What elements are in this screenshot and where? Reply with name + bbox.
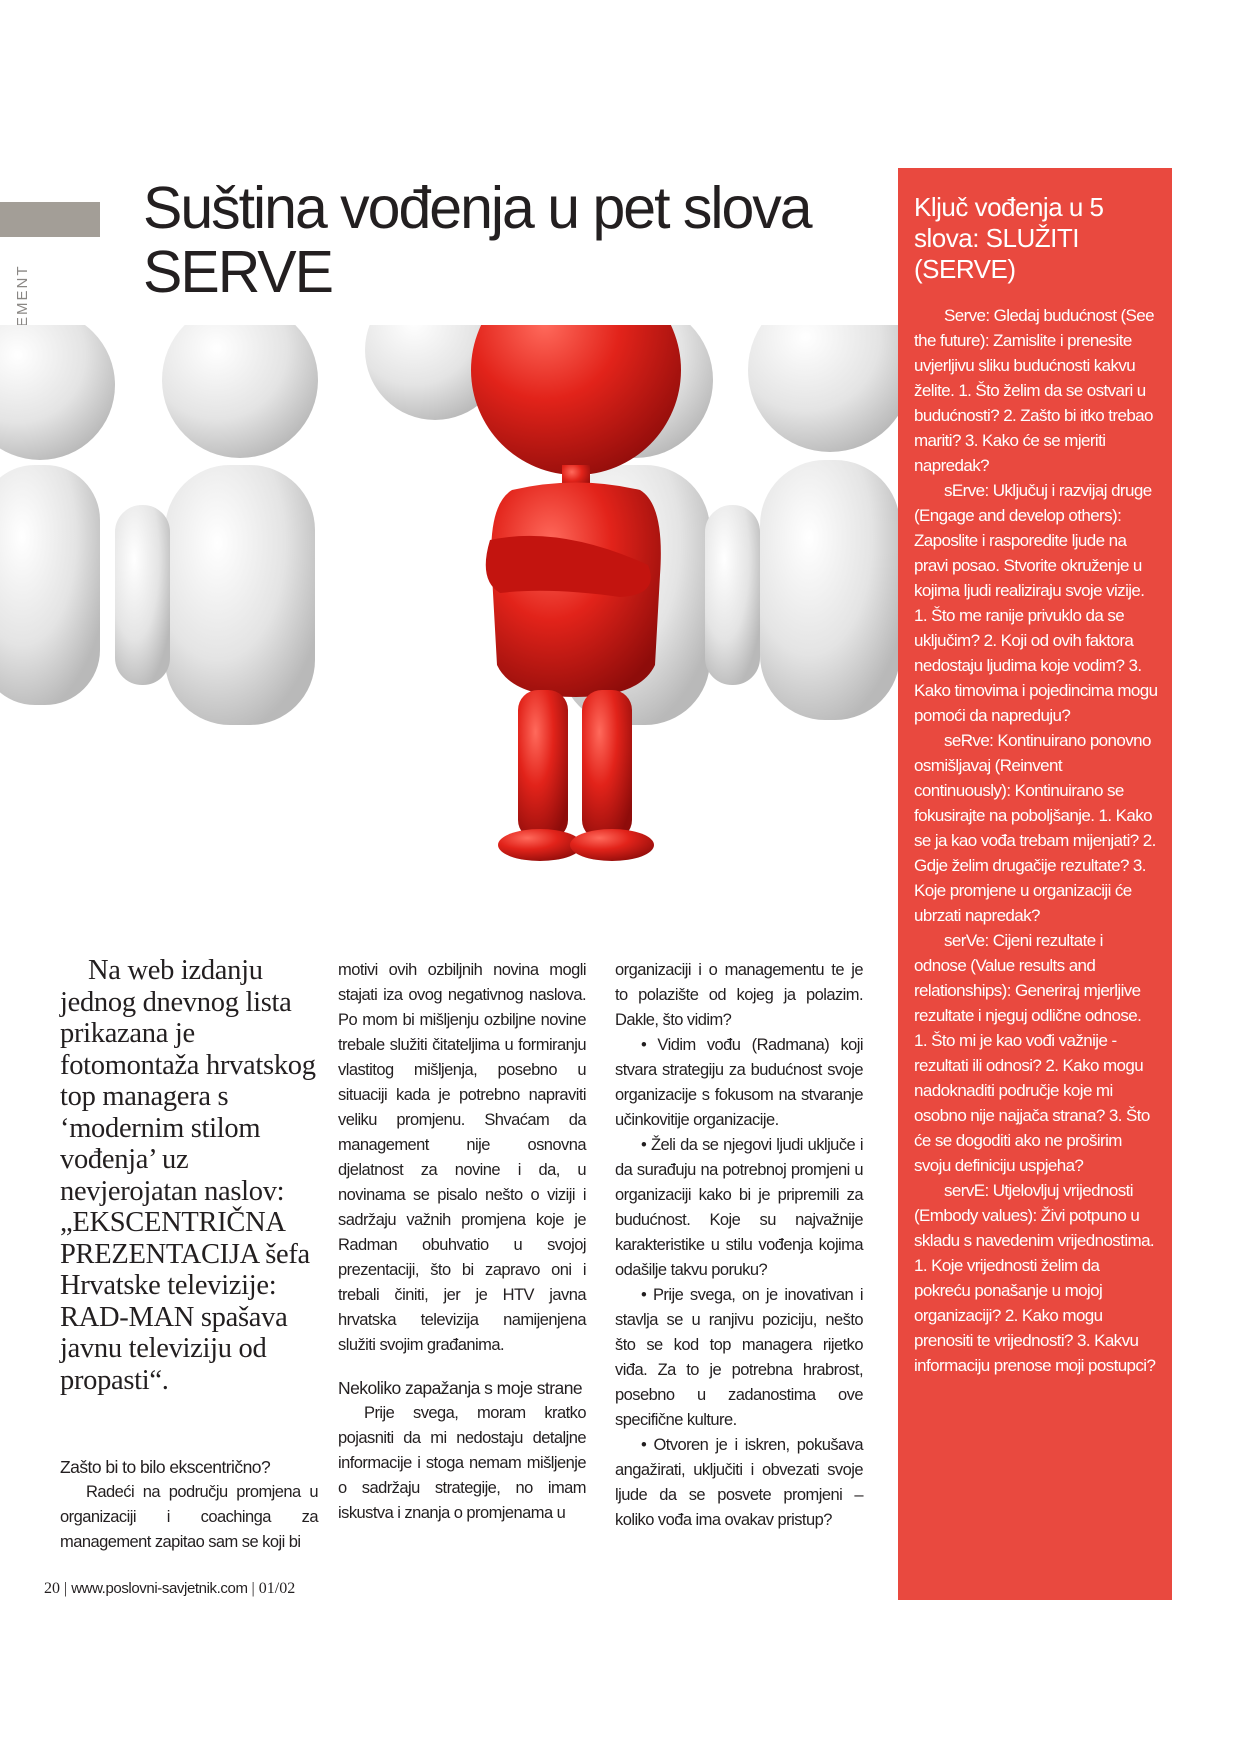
bullet-paragraph: • Otvoren je i iskren, pokušava angažirati, uključiti i obvezati svoje ljude da se posvete promjeni – koliko vođa ima ovakav pristup? (615, 1436, 863, 1529)
white-figure (115, 325, 318, 725)
body-paragraph: motivi ovih ozbiljnih novina mogli stajati iza ovog negativnog naslova. Po mom bi mišljenju ozbiljne novine trebale služiti čitateljima u formiranju vlastitog mišljenja, posebno u situaciji kada je potrebno napraviti veliku promjenu. Shvaćam da management nije osnovna djelatnost za novine i da, u novinama se pisalo nešto o viziji i sadržaju važnih promjena koje je Radman obuhvatio u svojoj prezentaciji, što bi zapravo oni i trebali činiti, jer je HTV javna hrvatska televizija namijenjena služiti svojim građanima. (338, 961, 586, 1354)
section-tab (0, 202, 100, 237)
column-3 (615, 958, 863, 1533)
bullet-paragraph: • Želi da se njegovi ljudi uključe i da surađuju na potrebnoj promjeni u organizaciji kako bi je pripremili za budućnost. Koje su najvažnije karakteristike u stilu vođenja kojima odašilje takvu poruku? (615, 1136, 863, 1279)
footer-url: www.poslovni-savjetnik.com (71, 1580, 248, 1597)
bullet-paragraph: • Vidim vođu (Radmana) koji stvara strategiju za budućnost svoje organizacije s fokusom na stvaranje učinkovitije organizacije. (615, 1036, 863, 1129)
sidebar-paragraph: serVe: Cijeni rezultate i odnose (Value results and relationships): Generiraj mjerljive rezultate i njeguj odlične odnose. 1. Što mi je kao vođi važnije - rezultati ili odnosi? 2. Kako mogu nadoknaditi područje koje mi osobno nije najjača strana? 3. Što će se dogoditi ako ne proširim svoju definiciju uspjeha? (914, 931, 1150, 1175)
sidebar-box (898, 168, 1172, 1600)
sidebar-paragraph: Serve: Gledaj budućnost (See the future): Zamislite i prenesite uvjerljivu sliku budućnosti kakvu želite. 1. Što želim da se ostvari u budućnosti? 2. Zašto bi itko trebao mariti? 3. Kako će se mjeriti napredak? (914, 306, 1155, 475)
white-figure (0, 325, 115, 705)
white-figure (748, 325, 900, 720)
sidebar-body (898, 285, 1172, 1378)
sidebar-paragraph: seRve: Kontinuirano ponovno osmišljavaj (Reinvent continuously): Kontinuirano se fokusirajte na poboljšanje. 1. Kako se ja kao vođa trebam mijenjati? 2. Gdje želim drugačije rezultate? 3. Koje promjene u organizaciji će ubrzati napredak? (914, 731, 1156, 925)
article-title: Suština vođenja u pet slova SERVE (143, 175, 811, 305)
sidebar-heading: Ključ vođenja u 5 slova: SLUŽITI (SERVE) (914, 192, 1104, 284)
column-1 (60, 1455, 318, 1555)
body-paragraph: Radeći na području promjena u organizaciji i coachinga za management zapitao sam se koji bi (60, 1483, 318, 1551)
body-paragraph: Prije svega, moram kratko pojasniti da mi nedostaju detaljne informacije i stoga nemam mišljenje o sadržaju strategije, no imam iskustva i znanja o promjenama u (338, 1404, 586, 1522)
page-footer: 20 | www.poslovni-savjetnik.com | 01/02 (44, 1580, 296, 1597)
body-paragraph: organizaciji i o managementu te je to polazište od kojeg ja polazim. Dakle, što vidim? (615, 961, 863, 1029)
sidebar-paragraph: sErve: Uključuj i razvijaj druge (Engage and develop others): Zaposlite i rasporedite ljude na pravi posao. Stvorite okruženje u kojima ljudi realiziraju svoje vizije. 1. Što me ranije privuklo da se uključim? 2. Koji od ovih faktora nedostaju ljudima koje vodim? 3. Kako timovima i pojedincima mogu pomoći da napreduju? (914, 481, 1158, 725)
subheading: Nekoliko zapažanja s moje strane (338, 1378, 583, 1398)
bullet-paragraph: • Prije svega, on je inovativan i stavlja se u ranjivu poziciju, nešto što se kod top managera rijetko viđa. Za to je potrebna hrabrost, posebno u zadanostima ove specifične kulture. (615, 1286, 863, 1429)
page-number: 20 (44, 1580, 60, 1597)
column-2 (338, 958, 586, 1526)
sidebar-paragraph: servE: Utjelovljuj vrijednosti (Embody values): Živi potpuno u skladu s navedenim vrijednostima. 1. Koje vrijednosti želim da pokreću ponašanje u mojoj organizaciji? 2. Kako mogu prenositi te vrijednosti? 3. Kakvu informaciju prenose moji postupci? (914, 1181, 1156, 1375)
issue-number: 01/02 (258, 1580, 296, 1597)
lead-paragraph: Na web izdanju jednog dnevnog lista prikazana je fotomontaža hrvatskog top managera s ‘modernim stilom vođenja’ uz nevjerojatan naslov: „EKSCENTRIČNA PREZENTACIJA šefa Hrvatske televizije: RAD-MAN spašava javnu televiziju od propasti“. (60, 955, 316, 1396)
hero-illustration (0, 325, 900, 900)
subheading: Zašto bi to bilo ekscentrično? (60, 1457, 271, 1477)
red-figure (471, 325, 681, 861)
